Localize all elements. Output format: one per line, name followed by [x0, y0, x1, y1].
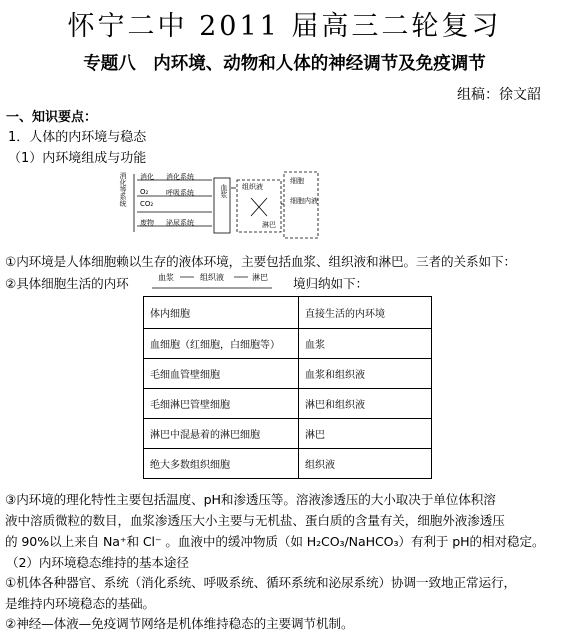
table-cell: 淋巴 — [299, 419, 432, 449]
table-cell: 毛细血管壁细胞 — [144, 359, 299, 389]
paragraph-3-line: ③内环境的理化特性主要包括温度、pH和渗透压等。溶液渗透压的大小取决于单位体积溶 — [5, 492, 496, 507]
diagram-label: 废物 — [140, 219, 154, 227]
table-header-cell: 直接生活的内环境 — [299, 297, 432, 329]
table-cell: 血细胞（红细胞，白细胞等） — [144, 329, 299, 359]
diagram-label: 细胞 — [290, 177, 304, 185]
cell-environment-table — [143, 296, 432, 479]
item-heading: 1．人体的内环境与稳态 — [8, 130, 147, 145]
flow-label: 淋巴 — [252, 273, 268, 282]
table-cell: 血浆和组织液 — [299, 359, 432, 389]
paragraph-2-end: 境归纳如下： — [293, 276, 368, 291]
table-cell: 淋巴和组织液 — [299, 389, 432, 419]
diagram-label: 泌尿系统 — [166, 219, 194, 227]
section-heading: 一、知识要点： — [6, 110, 98, 125]
diagram-label: 消化系统 — [166, 173, 194, 181]
diagram-label: CO₂ — [140, 200, 154, 208]
table-row — [144, 359, 432, 389]
table-cell: 血浆 — [299, 329, 432, 359]
diagram-label: 细胞内液 — [290, 197, 318, 205]
table-row — [144, 329, 432, 359]
paragraph-1: ①内环境是人体细胞赖以生存的液体环境，主要包括血浆、组织液和淋巴。三者的关系如下： — [5, 254, 516, 269]
table-row — [144, 389, 432, 419]
paragraph-2-start: ②具体细胞生活的内环 — [5, 276, 129, 291]
diagram-label: 血浆 — [220, 184, 228, 198]
diagram-label: 淋巴 — [262, 221, 276, 229]
paragraph-3-line: 的 90%以上来自 Na⁺和 Cl⁻ 。血液中的缓冲物质（如 H₂CO₃/NaHCO₃）有利于 pH的相对稳定。 — [5, 534, 545, 549]
diagram-label: 呼吸系统 — [166, 189, 194, 197]
flow-diagram — [152, 270, 290, 292]
diagram-label: 组织液 — [242, 183, 263, 191]
table-cell: 毛细淋巴管壁细胞 — [144, 389, 299, 419]
table-row — [144, 449, 432, 479]
table-header-cell: 体内细胞 — [144, 297, 299, 329]
author-line: 组稿：徐文韶 — [457, 87, 541, 103]
subitem-heading: （1）内环境组成与功能 — [8, 151, 147, 166]
diagram-label: O₂ — [140, 188, 149, 196]
table-cell: 组织液 — [299, 449, 432, 479]
flow-label: 血浆 — [158, 273, 174, 282]
topic-subtitle: 专题八 内环境、动物和人体的神经调节及免疫调节 — [83, 54, 486, 74]
table-header-row — [144, 297, 432, 329]
paragraph-4-line: 是维持内环境稳态的基础。 — [5, 596, 155, 611]
paragraph-4-line: ①机体各种器官、系统（消化系统、呼吸系统、循环系统和泌尿系统）协调一致地正常运行， — [5, 575, 516, 590]
diagram-left-label: 消化等系统 — [119, 172, 127, 207]
internal-environment-diagram — [112, 168, 330, 242]
table-cell: 淋巴中混悬着的淋巴细胞 — [144, 419, 299, 449]
page-title: 怀宁二中 2011 届高三二轮复习 — [67, 11, 502, 42]
table-cell: 绝大多数组织细胞 — [144, 449, 299, 479]
paragraph-3-line: 液中溶质微粒的数目，血浆渗透压大小主要与无机盐、蛋白质的含量有关，细胞外液渗透压 — [5, 513, 505, 528]
flow-label: 组织液 — [200, 273, 224, 282]
diagram-label: 消化 — [140, 173, 154, 181]
subsection-heading: （2）内环境稳态维持的基本途径 — [6, 555, 189, 570]
paragraph-5-line: ②神经—体液—免疫调节网络是机体维持稳态的主要调节机制。 — [5, 616, 354, 631]
table-row — [144, 419, 432, 449]
